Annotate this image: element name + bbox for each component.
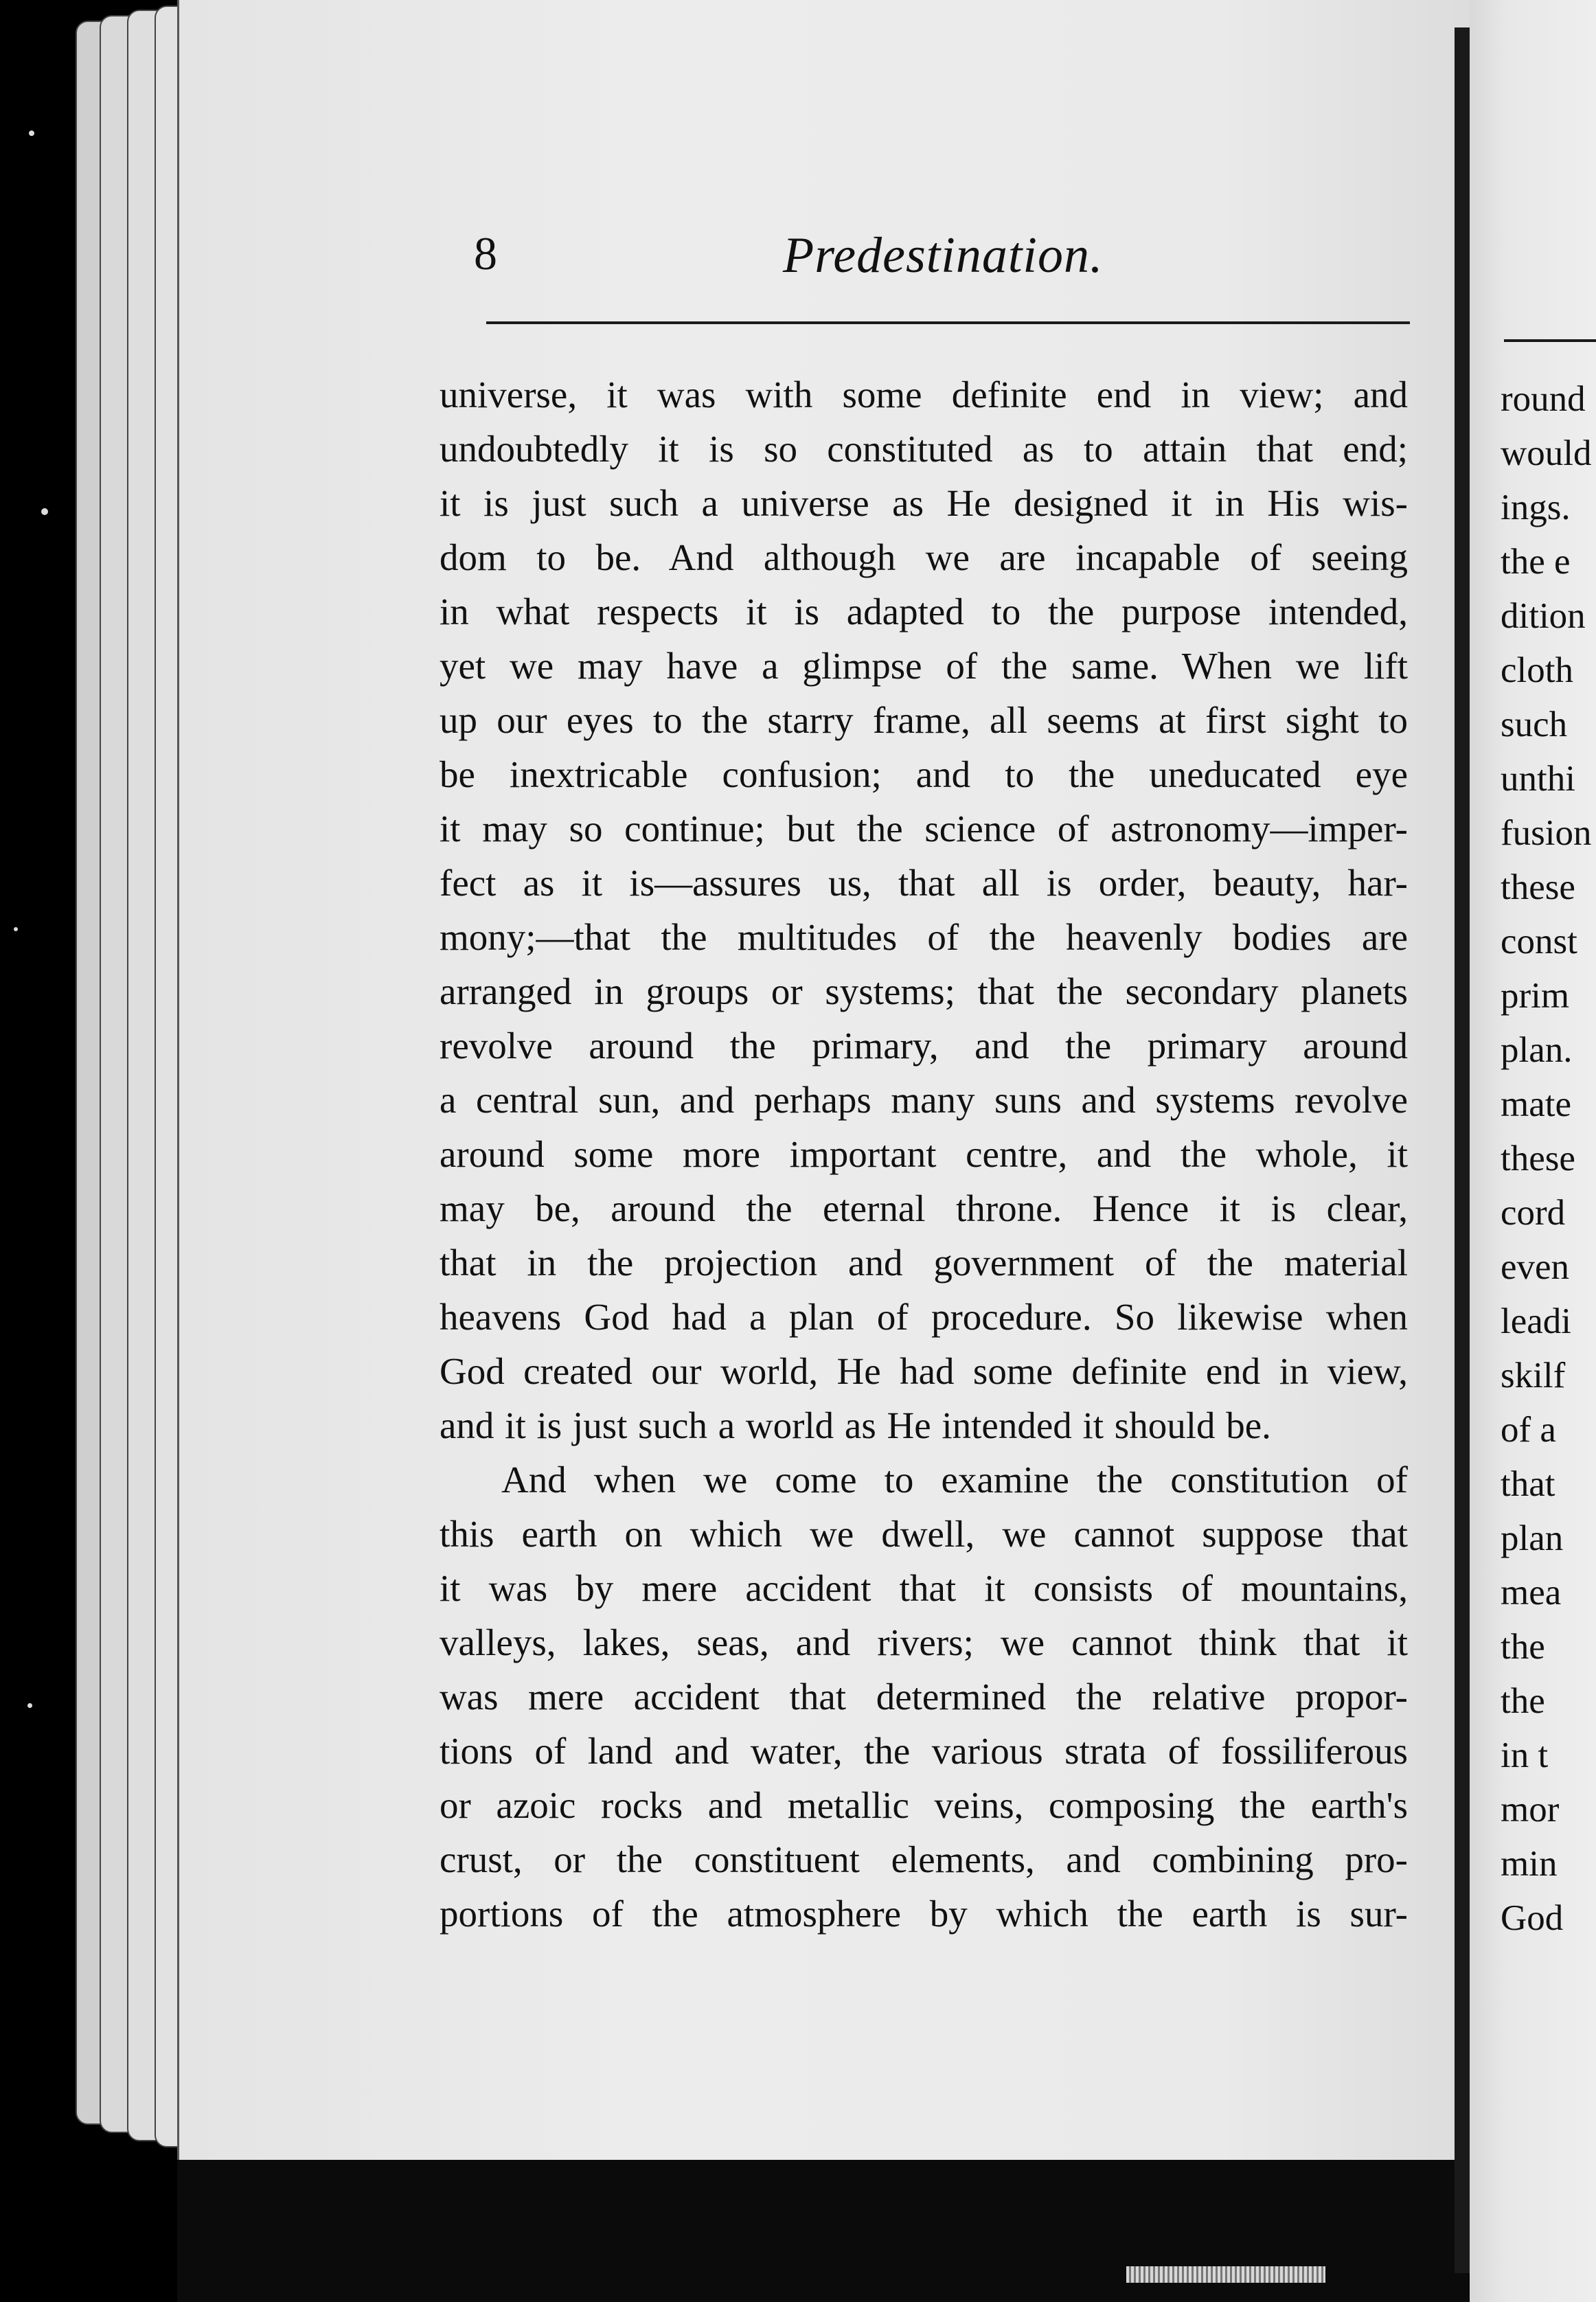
right-text-line: mea — [1501, 1573, 1562, 1612]
text-line: or azoic rocks and metallic veins, composing the earth's — [440, 1784, 1408, 1826]
book-gutter — [1455, 27, 1470, 2273]
text-line: a central sun, and perhaps many suns and systems revolve — [440, 1079, 1408, 1121]
right-text-line: dition — [1501, 596, 1586, 636]
right-text-line: mate — [1501, 1084, 1571, 1124]
body-text — [440, 367, 1408, 1941]
text-line: universe, it was with some definite end in view; and — [440, 374, 1408, 415]
text-line: dom to be. And although we are incapable of seeing — [440, 536, 1408, 578]
right-text-line: cloth — [1501, 650, 1573, 690]
scan-speck — [27, 1703, 32, 1708]
right-text-line: fusion — [1501, 813, 1592, 853]
running-title: Predestination. — [783, 227, 1104, 284]
right-text-line: plan. — [1501, 1030, 1573, 1070]
right-text-line: cord — [1501, 1193, 1566, 1233]
right-text-line: skilf — [1501, 1356, 1566, 1395]
right-text-line: unthi — [1501, 759, 1575, 799]
right-text-line: const — [1501, 922, 1577, 961]
text-line: was mere accident that determined the relative propor- — [440, 1676, 1408, 1718]
text-line: may be, around the eternal throne. Hence it is clear, — [440, 1187, 1408, 1229]
right-text-line: these — [1501, 867, 1575, 907]
text-line: tions of land and water, the various strata of fossiliferous — [440, 1730, 1408, 1772]
text-line: it may so continue; but the science of astronomy—imper- — [440, 808, 1408, 850]
right-text-line: min — [1501, 1844, 1558, 1884]
text-line: that in the projection and government of the material — [440, 1242, 1408, 1284]
binding-strip — [1126, 2266, 1325, 2283]
text-line: this earth on which we dwell, we cannot suppose that — [440, 1513, 1408, 1555]
page-number: 8 — [474, 227, 497, 280]
text-line: it was by mere accident that it consists of mountains, — [440, 1567, 1408, 1609]
right-text-line: round — [1501, 379, 1586, 419]
right-text-line: that — [1501, 1464, 1555, 1504]
scan-speck — [29, 130, 34, 136]
text-line: mony;—that the multitudes of the heavenly bodies are — [440, 916, 1408, 958]
right-text-line: mor — [1501, 1790, 1560, 1830]
right-text-line: in t — [1501, 1735, 1549, 1775]
right-text-line: even — [1501, 1247, 1570, 1287]
right-text-line: prim — [1501, 976, 1570, 1016]
right-text-line: God — [1501, 1898, 1564, 1938]
text-line: God created our world, He had some definite end in view, — [440, 1350, 1408, 1392]
text-line: yet we may have a glimpse of the same. When we lift — [440, 645, 1408, 687]
text-line: around some more important centre, and the whole, it — [440, 1133, 1408, 1175]
text-line: up our eyes to the starry frame, all seems at first sight to — [440, 699, 1408, 741]
right-text-line: the e — [1501, 542, 1571, 582]
text-line: it is just such a universe as He designed it in His wis- — [440, 482, 1408, 524]
right-text-line: ings. — [1501, 488, 1571, 527]
right-text-line: the — [1501, 1681, 1545, 1721]
text-line: heavens God had a plan of procedure. So likewise when — [440, 1296, 1408, 1338]
right-text-line: such — [1501, 705, 1568, 744]
text-line: arranged in groups or systems; that the secondary planets — [440, 970, 1408, 1012]
right-text-line: the — [1501, 1627, 1545, 1667]
text-line: be inextricable confusion; and to the uneducated eye — [440, 753, 1408, 795]
text-line: crust, or the constituent elements, and combining pro- — [440, 1838, 1408, 1880]
right-text-line: these — [1501, 1139, 1575, 1178]
right-text-line: of a — [1501, 1410, 1556, 1450]
right-head-rule — [1504, 339, 1596, 342]
text-line: in what respects it is adapted to the purpose intended, — [440, 591, 1408, 633]
right-text-line: plan — [1501, 1518, 1564, 1558]
scan-speck — [14, 927, 18, 931]
running-head — [474, 227, 1449, 295]
head-rule — [486, 321, 1410, 324]
right-text-line: leadi — [1501, 1301, 1571, 1341]
text-line: fect as it is—assures us, that all is order, beauty, har- — [440, 862, 1408, 904]
text-line: portions of the atmosphere by which the earth is sur- — [440, 1893, 1408, 1935]
text-line: and it is just such a world as He intended it should be. — [440, 1404, 1271, 1446]
text-line: revolve around the primary, and the primary around — [440, 1025, 1408, 1067]
text-line: undoubtedly it is so constituted as to attain that end; — [440, 428, 1408, 470]
right-text-line: would — [1501, 433, 1592, 473]
text-line: And when we come to examine the constitution of — [501, 1459, 1408, 1501]
text-line: valleys, lakes, seas, and rivers; we cannot think that it — [440, 1621, 1408, 1663]
scan-speck — [41, 508, 48, 515]
right-page-text — [1501, 372, 1596, 1946]
